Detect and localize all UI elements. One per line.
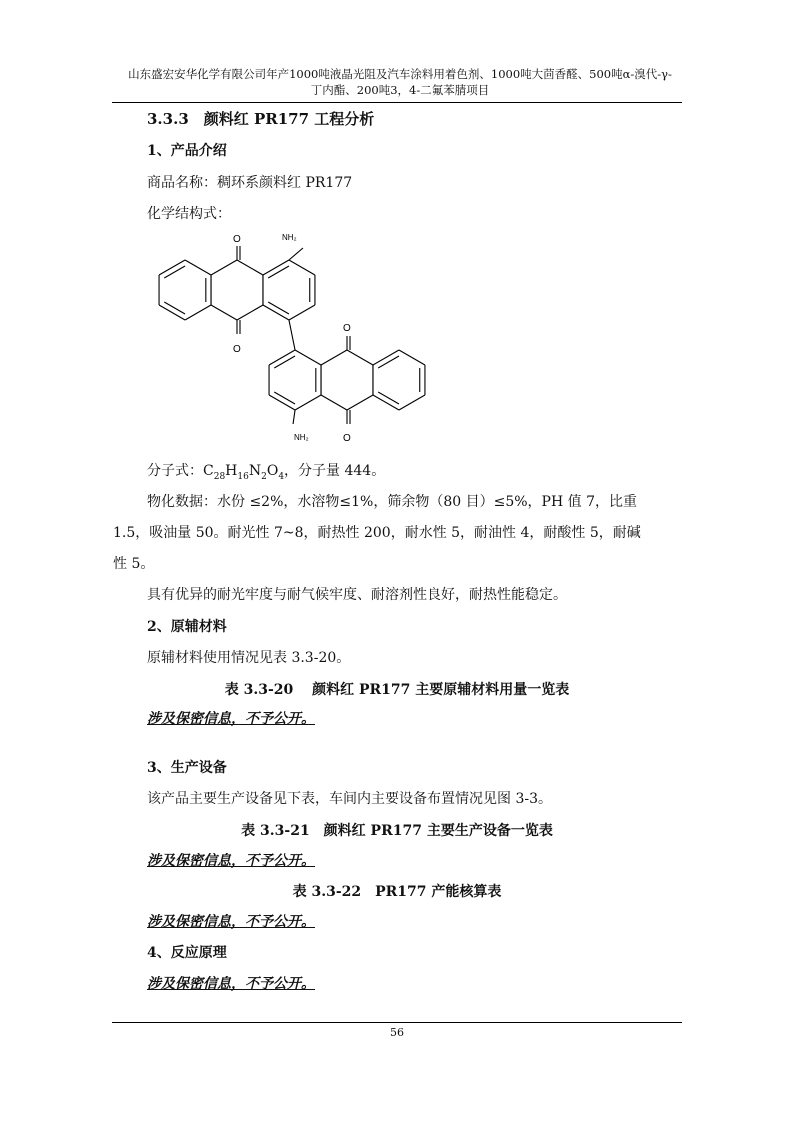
bond [295, 350, 321, 365]
bond [321, 350, 347, 365]
bond [269, 350, 295, 365]
bond [274, 392, 295, 404]
chemical-structure-diagram [0, 0, 794, 460]
oxygen-label: O [343, 323, 351, 334]
oxygen-label: O [343, 433, 351, 444]
heading-raw-materials: 2、原辅材料 [147, 619, 227, 635]
heading-product-intro: 1、产品介绍 [147, 143, 227, 159]
amine-label: NH₂ [282, 233, 297, 242]
bond [289, 305, 315, 320]
bond [321, 395, 347, 410]
properties-line-3: 性 5。 [113, 556, 155, 572]
bond [164, 266, 185, 278]
bond [274, 356, 295, 368]
bond [399, 395, 425, 410]
equipment-text: 该产品主要生产设备见下表，车间内主要设备布置情况见图 3-3。 [147, 791, 552, 807]
bond [378, 392, 399, 404]
bond [185, 305, 211, 320]
oxygen-label: O [233, 234, 241, 245]
table-title-3-3-20: 表 3.3-20 颜料红 PR177 主要原辅材料用量一览表 [224, 682, 570, 698]
amine-label: NH₂ [294, 433, 309, 442]
bond [268, 266, 289, 278]
heading-equipment: 3、生产设备 [147, 760, 227, 776]
properties-line-1: 物化数据：水份 ≤2%，水溶物≤1%，筛余物（80 目）≤5%，PH 值 7，比重 [147, 494, 637, 510]
bond [263, 260, 289, 275]
bond [378, 356, 399, 368]
table-title-3-3-22: 表 3.3-22 PR177 产能核算表 [292, 884, 502, 900]
bond [263, 305, 289, 320]
section-title: 3.3.3 颜料红 PR177 工程分析 [147, 110, 375, 128]
bond [289, 248, 303, 260]
header-line-2: 丁内酯、200吨3，4-二氟苯腈项目 [310, 83, 490, 97]
trade-name: 商品名称：稠环系颜料红 PR177 [147, 175, 353, 191]
confidential-notice: 涉及保密信息，不予公开。 [147, 711, 315, 727]
bond [347, 350, 373, 365]
bond [237, 305, 263, 320]
bond [237, 260, 263, 275]
footer-rule [112, 1022, 682, 1023]
bond [159, 305, 185, 320]
confidential-notice: 涉及保密信息，不予公开。 [147, 853, 315, 869]
molecular-formula: 分子式：$C_{28}H_{16}N_2O_4$，分子量 444。 [147, 463, 386, 482]
raw-materials-text: 原辅材料使用情况见表 3.3-20。 [147, 650, 351, 666]
confidential-notice: 涉及保密信息，不予公开。 [147, 914, 315, 930]
bond [295, 395, 321, 410]
table-title-3-3-21: 表 3.3-21 颜料红 PR177 主要生产设备一览表 [241, 823, 553, 839]
bond [347, 395, 373, 410]
bond [164, 302, 185, 314]
bond [373, 395, 399, 410]
bond [289, 320, 295, 350]
product-description: 具有优异的耐光牢度与耐气候牢度、耐溶剂性良好，耐热性能稳定。 [147, 587, 567, 603]
bond [211, 260, 237, 275]
bond [211, 305, 237, 320]
heading-reaction-principle: 4、反应原理 [147, 945, 227, 961]
oxygen-label: O [233, 344, 241, 355]
header-line-1: 山东盛宏安华化学有限公司年产1000吨液晶光阻及汽车涂料用着色剂、1000吨大茴香醛、500吨α-溴代-γ- [128, 67, 672, 81]
confidential-notice: 涉及保密信息，不予公开。 [147, 976, 315, 992]
bond [293, 410, 295, 424]
bond [289, 260, 315, 275]
bond [159, 260, 185, 275]
bond [373, 350, 399, 365]
bond [269, 395, 295, 410]
page-number: 56 [390, 1026, 404, 1039]
bond [268, 302, 289, 314]
properties-line-2: 1.5，吸油量 50。耐光性 7~8，耐热性 200，耐水性 5，耐油性 4，耐酸性 5，耐碱 [113, 525, 641, 541]
bond [185, 260, 211, 275]
structure-label: 化学结构式： [147, 206, 231, 222]
bond [399, 350, 425, 365]
